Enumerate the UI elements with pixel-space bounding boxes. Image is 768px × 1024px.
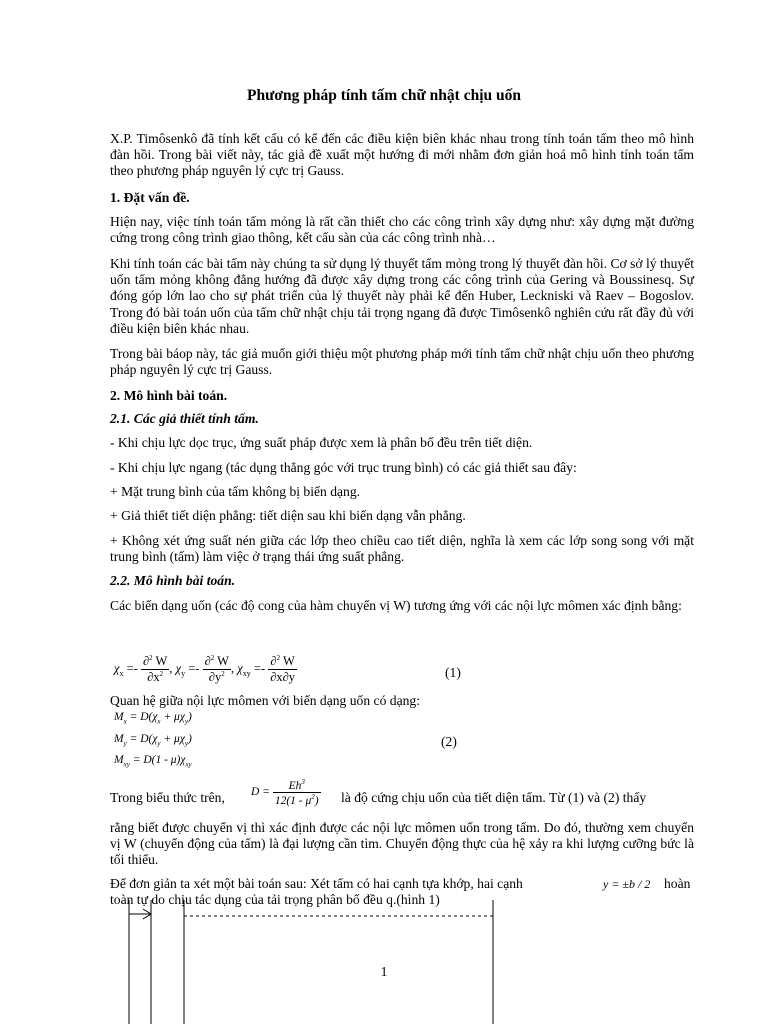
figure-1-plate-diagram xyxy=(0,900,768,1024)
assumption-3: + Mặt trung bình của tấm không bị biến dạng. xyxy=(110,484,361,499)
deformation-paragraph: Các biến dạng uốn (các độ cong của hàm chuyển vị W) tương ứng với các nội lực mômen xác định bằng: xyxy=(110,598,682,613)
equation-1: $\chi_x$ =- $\frac{\partial^2 W}{\partial x^2}$ , $\chi_y$ =- $\frac{\partial^2 W}{\partial y^2}$ , $\chi_{xy}$ =- $\frac{\partial^2 W}{\partial x\partial y}$ xyxy=(114,654,296,685)
intro-paragraph: X.P. Timôsenkô đã tính kết cấu có kể đến các điều kiện biên khác nhau trong tính toán tấm theo mô hình đàn hồi. Trong bài viết này, tác giả đề xuất một hướng đi mới nhằm đơn giản hoá mô hình tính toán tấm theo phương pháp nguyên lý cực trị Gauss. xyxy=(110,131,694,179)
assumption-4: + Giả thiết tiết diện phẳng: tiết diện sau khi biến dạng vẫn phẳng. xyxy=(110,508,466,523)
equation-2-my: $M_y = D(\chi_y + \mu\chi_y)$ xyxy=(114,733,192,748)
section2-heading: 2. Mô hình bài toán. xyxy=(110,388,228,403)
displacement-paragraph: rằng biết được chuyển vị thì xác định được các nội lực mômen uốn trong tấm. Do đó, thường xem chuyển vị W (chuyển động của tấm) là đại lượng cần tìm. Chuyển động thực của hệ xảy ra khi lượng cưỡng bức là tối thiểu. xyxy=(110,820,694,868)
equation-2-label: (2) xyxy=(441,734,457,749)
page-title: Phương pháp tính tấm chữ nhật chịu uốn xyxy=(247,87,521,104)
assumption-5: + Không xét ứng suất nén giữa các lớp theo chiều cao tiết diện, nghĩa là xem các lớp song song với mặt trung bình (tấm) làm việc ở trạng thái ứng suất phẳng. xyxy=(110,533,694,565)
equation-1-label: (1) xyxy=(445,665,461,680)
section1-paragraph-2: Khi tính toán các bài tấm này chúng ta sử dụng lý thuyết tấm mỏng trong lý thuyết đàn hồi. Cơ sở lý thuyết uốn tấm mỏng không đẳng hướng đã được xây dựng trong các công trình của Gering và Boussinesq. Sự đóng góp lớn lao cho sự phát triển của lý thuyết này phải kể đến Huber, Leckniski và Raev – Bogoslov. Trong đó bài toán uốn của tấm chữ nhật chịu tải trọng ngang đã được Timôsenkô nghiên cứu rất đầy đủ với điều kiện biên khác nhau. xyxy=(110,256,694,336)
stiffness-text-end: là độ cứng chịu uốn của tiết diện tấm. Từ (1) và (2) thấy xyxy=(341,790,647,805)
assumption-2: - Khi chịu lực ngang (tác dụng thẳng góc với trục trung bình) có các giả thiết sau đây: xyxy=(110,460,577,475)
page-number: 1 xyxy=(380,964,388,979)
section1-heading: 1. Đặt vấn đề. xyxy=(110,190,190,205)
stiffness-formula: D = $\frac{Eh^3}{12(1 - \mu^2)}$ xyxy=(251,778,319,807)
equation-2-mx: $M_x = D(\chi_x + \mu\chi_y)$ xyxy=(114,711,192,726)
edge-formula: y = ±b / 2 xyxy=(603,877,651,891)
section1-paragraph-3: Trong bài báop này, tác giả muốn giới thiệu một phương pháp mới tính tấm chữ nhật chịu uốn theo phương pháp nguyên lý cực trị Gauss. xyxy=(110,346,694,378)
problem-text-start: Để đơn giản ta xét một bài toán sau: Xét tấm có hai cạnh tựa khớp, hai cạnh xyxy=(110,876,523,891)
equation-2-mxy: $M_{xy} = D(1 - \mu)\chi_{xy}$ xyxy=(114,754,192,769)
moment-relation-paragraph: Quan hệ giữa nội lực mômen với biến dạng uốn có dạng: xyxy=(110,693,420,708)
section1-paragraph-1: Hiện nay, việc tính toán tấm mỏng là rất cần thiết cho các công trình xây dựng như: xây dựng mặt đường cứng trong công trình giao thông, kết cấu sàn của các công trình nhà… xyxy=(110,214,694,246)
stiffness-text-start: Trong biểu thức trên, xyxy=(110,790,225,805)
problem-text-hoan: hoàn xyxy=(664,876,691,891)
subsection-2-2-heading: 2.2. Mô hình bài toán. xyxy=(110,573,236,588)
subsection-2-1-heading: 2.1. Các giả thiết tính tấm. xyxy=(110,411,259,426)
assumption-1: - Khi chịu lực dọc trục, ứng suất pháp được xem là phân bố đều trên tiết diện. xyxy=(110,435,533,450)
problem-text-end: toàn tự do chịu tác dụng của tải trọng phân bố đều q.(hình 1) xyxy=(110,892,440,907)
